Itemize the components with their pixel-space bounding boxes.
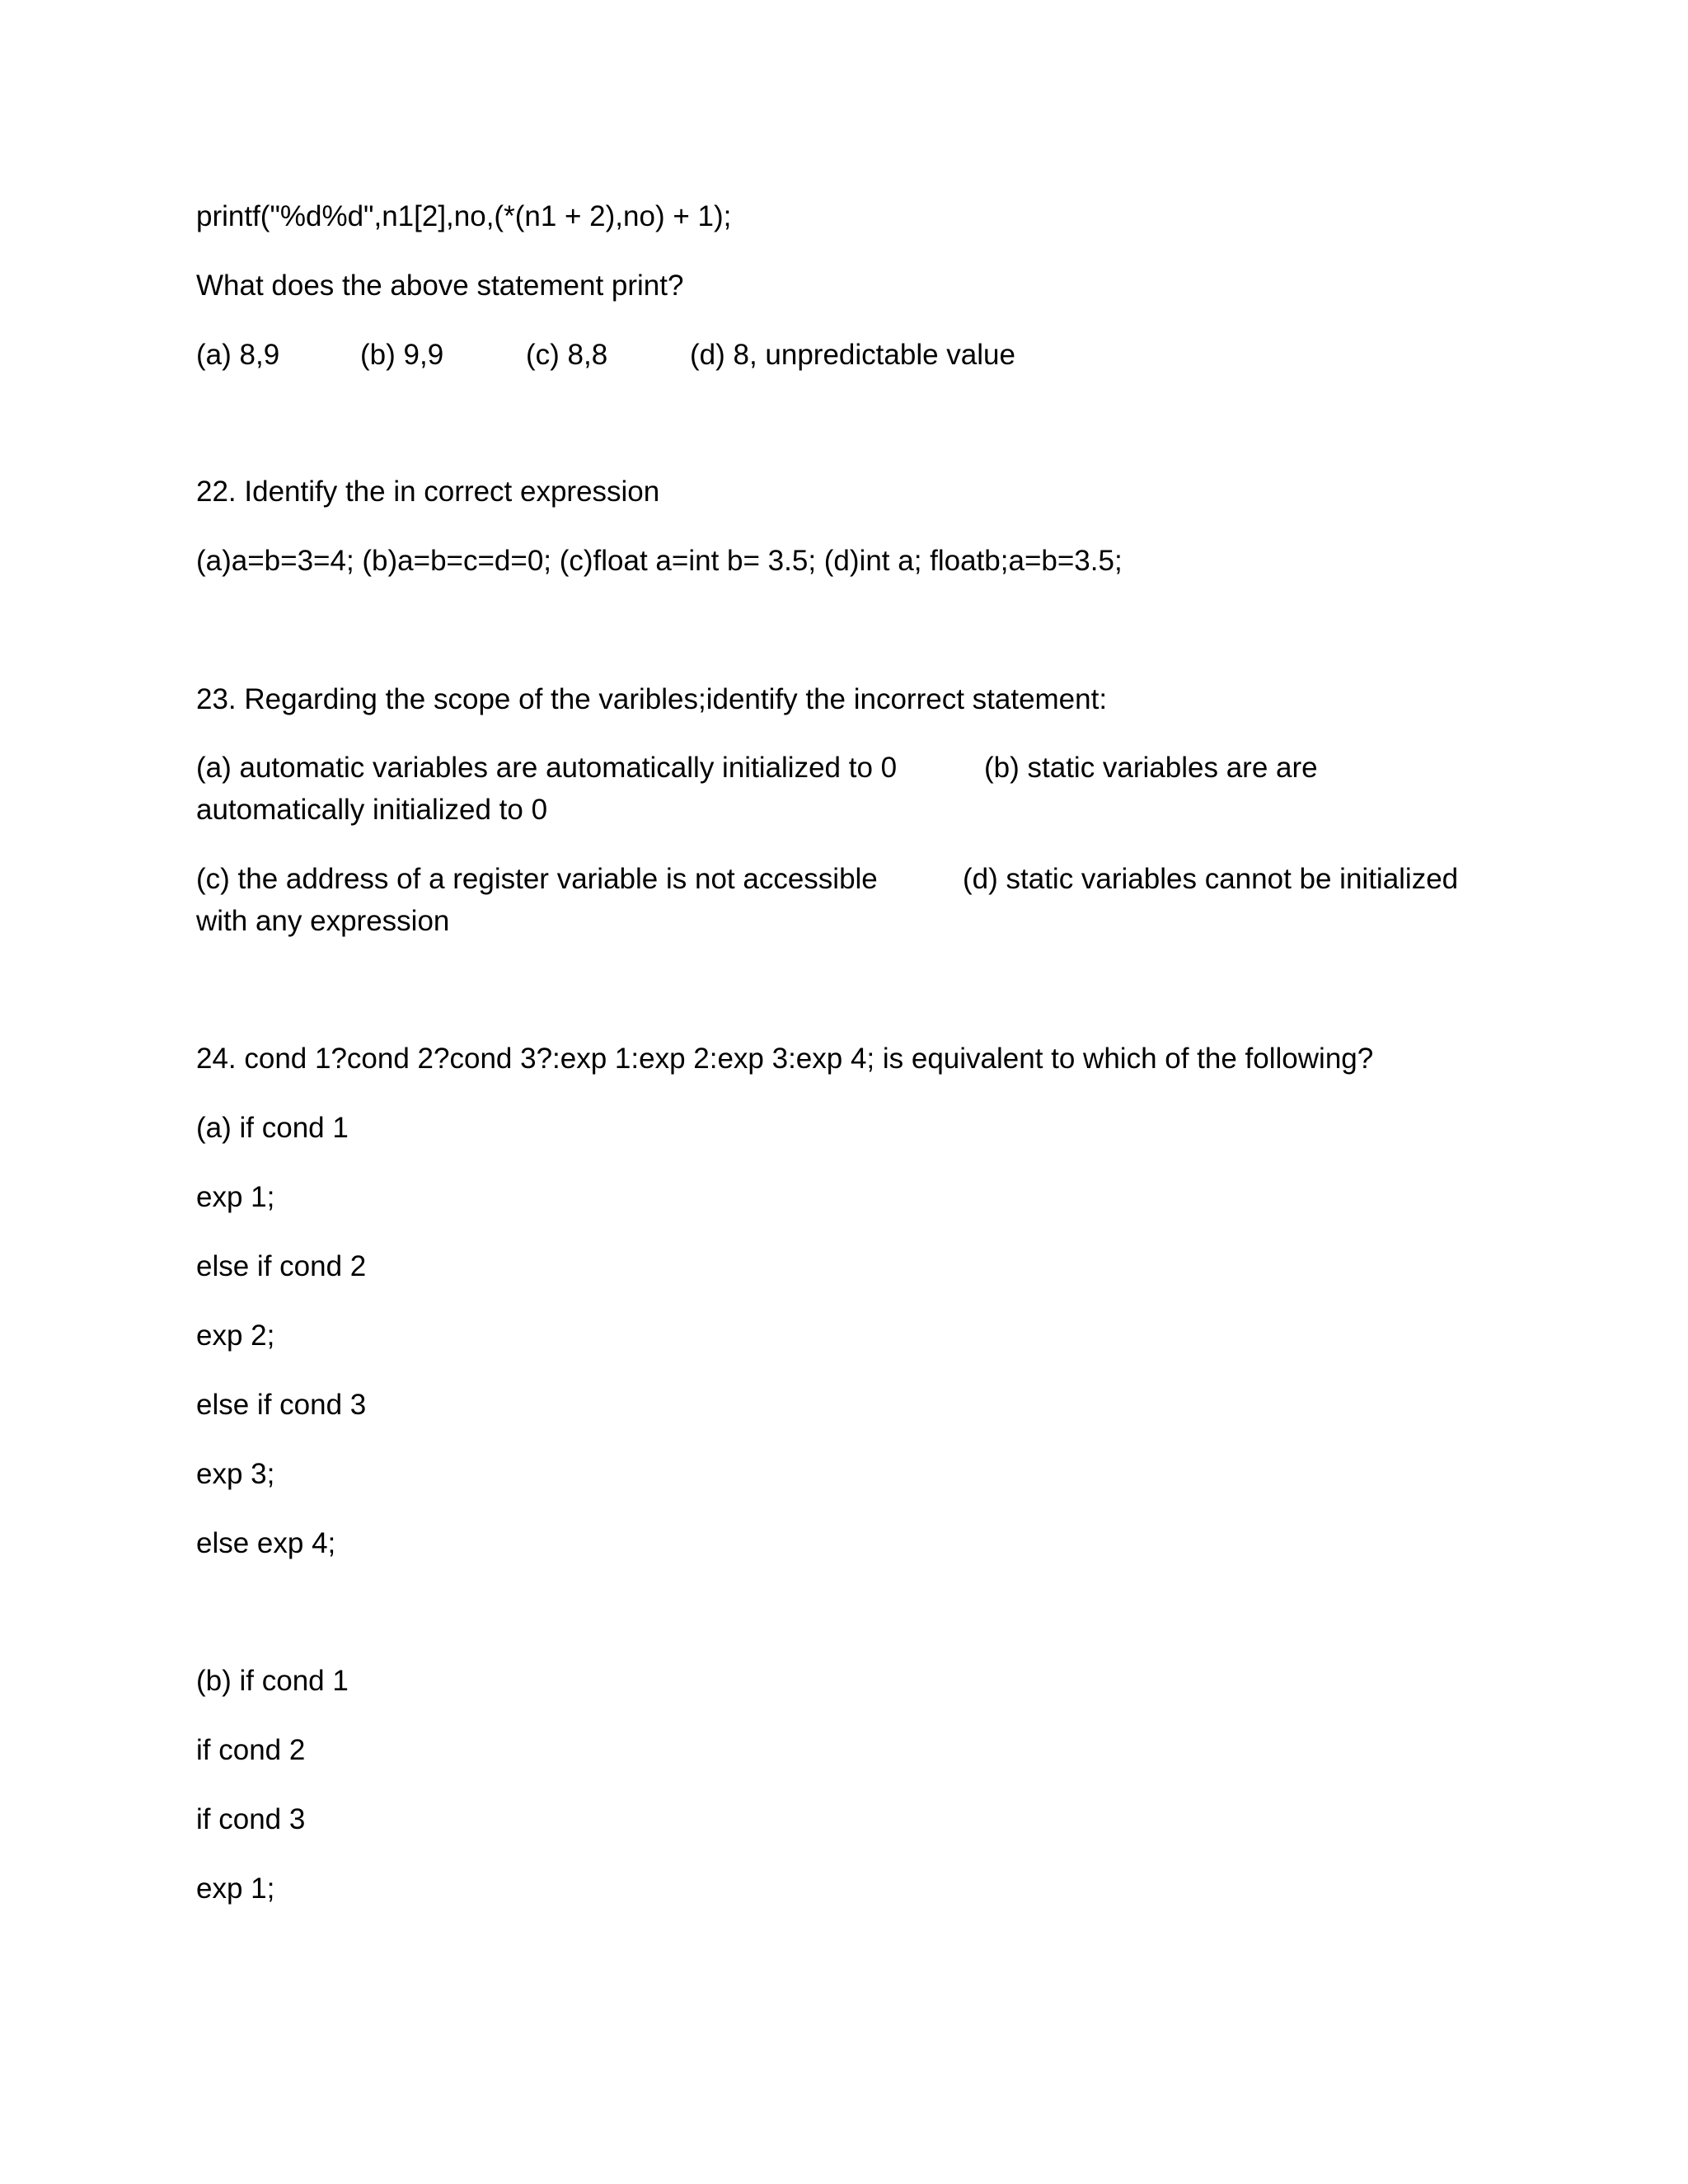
q23-option-a-continued: automatically initialized to 0 — [196, 794, 548, 826]
q21-option-a: (a) 8,9 — [196, 339, 280, 371]
q24-option-b-line: if cond 2 — [196, 1734, 306, 1766]
q23-option-c: (c) the address of a register variable is not accessible — [196, 863, 878, 895]
q24-option-a-line: (a) if cond 1 — [196, 1112, 349, 1144]
q23-option-a: (a) automatic variables are automatically initialized to 0 — [196, 752, 898, 784]
q24-option-a-line: exp 3; — [196, 1458, 275, 1490]
q24-option-b-line: if cond 3 — [196, 1803, 306, 1835]
q24-option-a-line: else if cond 2 — [196, 1250, 367, 1282]
q23-option-b: (b) static variables are are — [984, 752, 1318, 784]
q21-option-d: (d) 8, unpredictable value — [690, 339, 1015, 371]
q23-question: 23. Regarding the scope of the varibles;identify the incorrect statement: — [196, 683, 1108, 715]
q24-option-b-line: exp 1; — [196, 1872, 275, 1905]
q22-options: (a)a=b=3=4; (b)a=b=c=d=0; (c)float a=int b= 3.5; (d)int a; floatb;a=b=3.5; — [196, 545, 1123, 577]
q21-option-c: (c) 8,8 — [526, 339, 608, 371]
q23-option-c-continued: with any expression — [196, 905, 450, 937]
q21-code-line: printf("%d%d",n1[2],no,(*(n1 + 2),no) + 1); — [196, 200, 732, 232]
q24-option-a-line: else exp 4; — [196, 1527, 336, 1559]
q24-option-a-line: exp 1; — [196, 1181, 275, 1213]
q21-option-b: (b) 9,9 — [360, 339, 444, 371]
q24-option-a-line: else if cond 3 — [196, 1389, 367, 1421]
q24-option-b-line: (b) if cond 1 — [196, 1665, 349, 1697]
q24-question: 24. cond 1?cond 2?cond 3?:exp 1:exp 2:exp 3:exp 4; is equivalent to which of the following? — [196, 1043, 1374, 1075]
q23-option-d: (d) static variables cannot be initialized — [963, 863, 1459, 895]
q21-question: What does the above statement print? — [196, 269, 684, 302]
q24-option-a-line: exp 2; — [196, 1319, 275, 1352]
q22-question: 22. Identify the in correct expression — [196, 476, 660, 508]
